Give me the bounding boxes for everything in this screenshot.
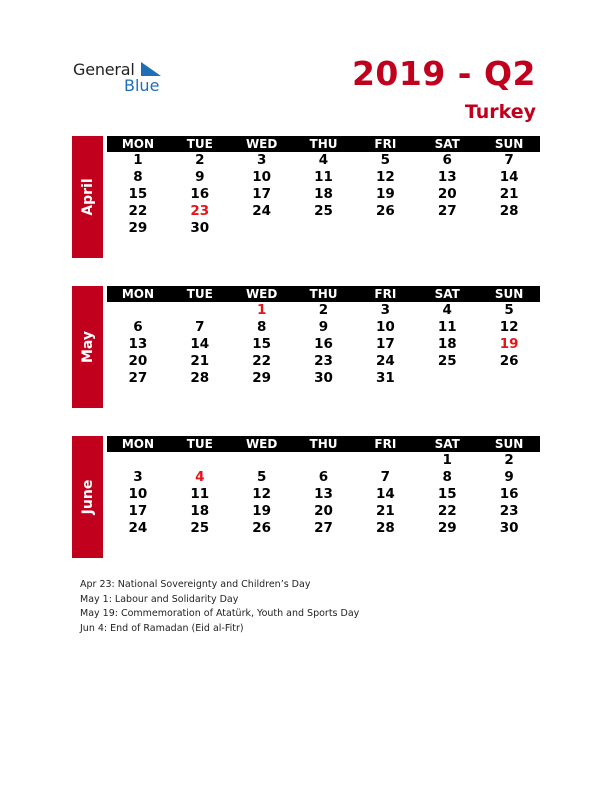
calendar-date: 15 bbox=[437, 486, 457, 502]
weekday-label: SUN bbox=[494, 287, 524, 301]
week-row bbox=[107, 353, 540, 370]
week-row bbox=[107, 486, 540, 503]
calendar-date: 10 bbox=[252, 169, 272, 185]
calendar-date: 30 bbox=[499, 520, 519, 536]
weekday-label: MON bbox=[121, 437, 155, 451]
calendar-date: 12 bbox=[499, 319, 519, 335]
calendar-date: 12 bbox=[375, 169, 395, 185]
calendar-date: 31 bbox=[375, 370, 395, 386]
calendar-date bbox=[354, 452, 416, 469]
calendar-date: 22 bbox=[437, 503, 457, 519]
calendar-date: 26 bbox=[252, 520, 272, 536]
month-grid bbox=[107, 136, 540, 237]
calendar-date: 16 bbox=[314, 336, 333, 352]
month-block-april bbox=[72, 136, 540, 258]
month-grid bbox=[107, 436, 540, 537]
week-row bbox=[107, 336, 540, 353]
calendar-date: 21 bbox=[190, 353, 210, 369]
weekday-label: SUN bbox=[494, 137, 524, 151]
calendar-date: 27 bbox=[437, 203, 457, 219]
calendar-date: 13 bbox=[128, 336, 148, 352]
month-tab bbox=[72, 136, 103, 258]
calendar-date: 22 bbox=[128, 203, 148, 219]
calendar-date: 13 bbox=[437, 169, 457, 185]
calendar-date: 30 bbox=[314, 370, 333, 386]
calendar-date bbox=[231, 452, 293, 469]
weekday-label: SAT bbox=[434, 287, 460, 301]
calendar-date: 23 bbox=[314, 353, 333, 369]
calendar-date: 9 bbox=[318, 319, 329, 335]
calendar-date bbox=[169, 452, 231, 469]
calendar-date: 7 bbox=[504, 152, 514, 168]
month-name: May bbox=[79, 330, 96, 364]
calendar-date: 14 bbox=[190, 336, 210, 352]
weekday-label: MON bbox=[121, 137, 155, 151]
calendar-date: 20 bbox=[437, 186, 457, 202]
week-row bbox=[107, 503, 540, 520]
week-row bbox=[107, 152, 540, 169]
holiday-date: 19 bbox=[499, 336, 519, 352]
holiday-date: 23 bbox=[190, 203, 210, 219]
calendar-date: 16 bbox=[190, 186, 210, 202]
calendar-date bbox=[107, 452, 169, 469]
calendar-date: 1 bbox=[133, 152, 143, 168]
calendar-date: 3 bbox=[380, 302, 391, 318]
calendar-date: 10 bbox=[375, 319, 395, 335]
calendar-date: 19 bbox=[252, 503, 272, 519]
month-block-may bbox=[72, 286, 540, 408]
weekday-label: FRI bbox=[374, 287, 397, 301]
calendar-date: 8 bbox=[256, 319, 267, 335]
weekday-label: TUE bbox=[186, 137, 213, 151]
calendar-date: 7 bbox=[195, 319, 205, 335]
calendar-date: 29 bbox=[128, 220, 148, 236]
calendar-date: 18 bbox=[437, 336, 457, 352]
calendar-date: 20 bbox=[128, 353, 148, 369]
calendar-date: 11 bbox=[190, 486, 210, 502]
holiday-note: Apr 23: National Sovereignty and Children’s Day bbox=[80, 579, 311, 590]
week-row bbox=[107, 520, 540, 537]
holiday-note: May 1: Labour and Solidarity Day bbox=[80, 593, 239, 605]
weekday-label: MON bbox=[121, 287, 155, 301]
calendar-date: 24 bbox=[128, 520, 148, 536]
calendar-date bbox=[416, 220, 478, 237]
calendar-date: 3 bbox=[133, 469, 143, 485]
general-blue-logo bbox=[73, 60, 173, 96]
calendar-date bbox=[416, 370, 478, 387]
weekday-label: THU bbox=[309, 437, 338, 451]
week-row bbox=[107, 370, 540, 387]
calendar-date bbox=[478, 370, 540, 387]
calendar-date: 14 bbox=[375, 486, 395, 502]
logo-general-text: General bbox=[73, 60, 135, 79]
calendar-date bbox=[231, 220, 293, 237]
month-block-june bbox=[72, 436, 540, 558]
calendar-date: 5 bbox=[256, 469, 267, 485]
calendar-date bbox=[169, 302, 231, 319]
weekday-label: WED bbox=[245, 137, 278, 151]
weekday-label: FRI bbox=[374, 437, 397, 451]
weekday-label: TUE bbox=[186, 287, 213, 301]
calendar-date: 15 bbox=[252, 336, 272, 352]
week-row bbox=[107, 452, 540, 469]
calendar-date: 25 bbox=[190, 520, 210, 536]
month-tab bbox=[72, 286, 103, 408]
calendar-date: 1 bbox=[442, 452, 452, 468]
calendar-date: 16 bbox=[499, 486, 519, 502]
calendar-date bbox=[293, 452, 355, 469]
weekday-label: SAT bbox=[434, 437, 460, 451]
calendar-date: 13 bbox=[314, 486, 333, 502]
week-row bbox=[107, 319, 540, 336]
calendar-date: 8 bbox=[133, 169, 143, 185]
calendar-date: 8 bbox=[442, 469, 452, 485]
month-tab bbox=[72, 436, 103, 558]
weekday-label: TUE bbox=[186, 437, 213, 451]
calendar-date: 24 bbox=[252, 203, 272, 219]
holiday-date: 1 bbox=[256, 302, 267, 318]
calendar-date bbox=[293, 220, 355, 237]
calendar-date: 20 bbox=[314, 503, 333, 519]
calendar-date: 25 bbox=[314, 203, 333, 219]
calendar-date: 17 bbox=[375, 336, 395, 352]
calendar-date: 17 bbox=[128, 503, 148, 519]
weekday-header bbox=[107, 286, 540, 302]
calendar-date: 5 bbox=[504, 302, 514, 318]
holiday-note: May 19: Commemoration of Atatürk, Youth and Sports Day bbox=[80, 608, 360, 619]
weekday-header bbox=[107, 136, 540, 152]
weekday-label: SUN bbox=[494, 437, 524, 451]
calendar-date: 24 bbox=[375, 353, 395, 369]
calendar-date: 11 bbox=[437, 319, 457, 335]
calendar-date: 21 bbox=[375, 503, 395, 519]
page-title: 2019 - Q2 bbox=[351, 54, 536, 93]
weekday-label: THU bbox=[309, 137, 338, 151]
week-row bbox=[107, 220, 540, 237]
calendar-date: 2 bbox=[195, 152, 205, 168]
weekday-label: WED bbox=[245, 437, 278, 451]
calendar-date: 2 bbox=[504, 452, 514, 468]
calendar-date: 17 bbox=[252, 186, 272, 202]
week-row bbox=[107, 169, 540, 186]
calendar-date: 5 bbox=[380, 152, 391, 168]
calendar-date: 4 bbox=[318, 152, 329, 168]
week-row bbox=[107, 186, 540, 203]
calendar-date: 30 bbox=[190, 220, 210, 236]
week-row bbox=[107, 469, 540, 486]
calendar-date: 15 bbox=[128, 186, 148, 202]
logo-triangle-icon bbox=[141, 62, 161, 76]
calendar-date: 25 bbox=[437, 353, 457, 369]
week-row bbox=[107, 302, 540, 319]
weekday-label: SAT bbox=[434, 137, 460, 151]
calendar-date: 21 bbox=[499, 186, 519, 202]
calendar-date: 4 bbox=[442, 302, 452, 318]
calendar-date: 6 bbox=[133, 319, 143, 335]
holiday-note: Jun 4: End of Ramadan (Eid al-Fitr) bbox=[80, 622, 244, 634]
calendar-date: 6 bbox=[318, 469, 329, 485]
calendar-date: 28 bbox=[190, 370, 210, 386]
calendar-date: 19 bbox=[375, 186, 395, 202]
calendar-date: 26 bbox=[375, 203, 395, 219]
calendar-date: 27 bbox=[314, 520, 333, 536]
calendar-date: 18 bbox=[314, 186, 333, 202]
calendar-date: 28 bbox=[375, 520, 395, 536]
calendar-date: 29 bbox=[252, 370, 272, 386]
logo-blue-text: Blue bbox=[124, 76, 160, 95]
week-row bbox=[107, 203, 540, 220]
calendar-date: 27 bbox=[128, 370, 148, 386]
weekday-header bbox=[107, 436, 540, 452]
calendar-date: 9 bbox=[504, 469, 514, 485]
calendar-date: 3 bbox=[256, 152, 267, 168]
month-grid bbox=[107, 286, 540, 387]
calendar-date: 26 bbox=[499, 353, 519, 369]
month-name: June bbox=[79, 479, 96, 515]
calendar-date: 9 bbox=[195, 169, 205, 185]
calendar-date bbox=[354, 220, 416, 237]
holiday-notes bbox=[80, 578, 359, 636]
calendar-date: 23 bbox=[499, 503, 519, 519]
calendar-date bbox=[107, 302, 169, 319]
calendar-date: 2 bbox=[318, 302, 329, 318]
country-name: Turkey bbox=[464, 101, 536, 123]
calendar-date bbox=[478, 220, 540, 237]
calendar-date: 10 bbox=[128, 486, 148, 502]
calendar-date: 11 bbox=[314, 169, 333, 185]
calendar-date: 29 bbox=[437, 520, 457, 536]
calendar-date: 14 bbox=[499, 169, 519, 185]
calendar-date: 7 bbox=[380, 469, 391, 485]
calendar-date: 22 bbox=[252, 353, 272, 369]
calendar-date: 12 bbox=[252, 486, 272, 502]
weekday-label: FRI bbox=[374, 137, 397, 151]
calendar-date: 6 bbox=[442, 152, 452, 168]
month-name: April bbox=[79, 178, 96, 216]
weekday-label: WED bbox=[245, 287, 278, 301]
calendar-date: 28 bbox=[499, 203, 519, 219]
weekday-label: THU bbox=[309, 287, 338, 301]
holiday-date: 4 bbox=[195, 469, 205, 485]
calendar-date: 18 bbox=[190, 503, 210, 519]
